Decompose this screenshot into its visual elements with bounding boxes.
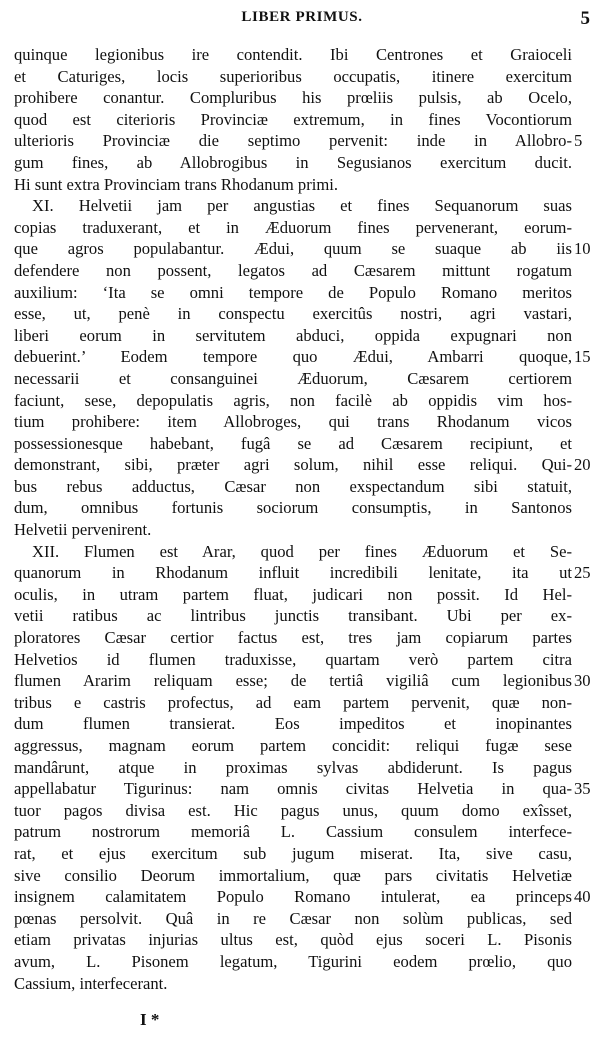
line-text: flumen Ararim reliquam esse; de tertiâ vigiliâ cum legionibus (14, 671, 572, 691)
text-line (14, 282, 572, 304)
text-line (14, 87, 572, 109)
text-line (14, 886, 591, 908)
line-text: defendere non possent, legatos ad Cæsarem mittunt rogatum (14, 260, 572, 280)
line-text: avum, L. Pisonem legatum, Tigurini eodem prœlio, quo (14, 951, 572, 971)
line-text: faciunt, sese, depopulatis agris, non facilè ab oppidis vim hos- (14, 390, 572, 410)
line-number: 5 (574, 131, 583, 151)
text-line (14, 865, 572, 887)
line-text: XII. Flumen est Arar, quod per fines Æduorum et Se- (32, 541, 572, 561)
line-text: que agros populabantur. Ædui, quum se suaque ab iis (14, 239, 572, 259)
line-text: oculis, in utram partem fluat, judicari non possit. Id Hel- (14, 584, 572, 604)
text-line (14, 973, 572, 995)
line-text: Helvetii pervenirent. (14, 520, 152, 540)
line-text: appellabatur Tigurinus: nam omnis civitas Helvetia in qua- (14, 779, 572, 799)
text-line (14, 562, 591, 584)
line-text: possessionesque habebant, fugâ se ad Cæsarem recipiunt, et (14, 433, 572, 453)
text-line (14, 454, 591, 476)
line-text: ploratores Cæsar certior factus est, tres jam copiarum partes (14, 628, 572, 648)
line-text: dum, omnibus fortunis sociorum consumptis, in Santonos (14, 498, 572, 518)
line-text: pœnas persolvit. Quâ in re Cæsar non solùm publicas, sed (14, 908, 572, 928)
line-text: quanorum in Rhodanum influit incredibili lenitate, ita ut (14, 563, 572, 583)
text-line (14, 757, 572, 779)
text-line (14, 843, 572, 865)
line-text: tuor pagos divisa est. Hic pagus unus, quum domo exîsset, (14, 800, 572, 820)
line-text: Helvetios id flumen traduxisse, quartam verò partem citra (14, 649, 572, 669)
text-line (14, 519, 572, 541)
text-line (14, 303, 572, 325)
text-line (14, 217, 572, 239)
text-line (14, 800, 572, 822)
line-text: XI. Helvetii jam per angustias et fines Sequanorum suas (32, 196, 572, 216)
text-line (14, 368, 572, 390)
text-line (14, 713, 572, 735)
line-text: quinque legionibus ire contendit. Ibi Centrones et Graioceli (14, 45, 572, 64)
text-line (14, 778, 591, 800)
text-line (14, 109, 572, 131)
text-line (14, 260, 572, 282)
text-line (14, 44, 572, 66)
text-line (14, 627, 572, 649)
page-number: 5 (580, 8, 590, 29)
line-text: tium prohibere: item Allobroges, qui trans Rhodanum vicos (14, 412, 572, 432)
text-line (14, 541, 572, 563)
line-text: quod est citerioris Provinciæ extremum, in fines Vocontiorum (14, 109, 572, 129)
line-text: vetii ratibus ac lintribus junctis transibant. Ubi per ex- (14, 606, 572, 626)
line-text: patrum nostrorum memoriâ L. Cassium consulem interfece- (14, 822, 572, 842)
line-text: esse, ut, penè in conspectu exercitûs nostri, agri vastari, (14, 304, 572, 324)
line-text: etiam privatas injurias ultus est, quòd ejus soceri L. Pisonis (14, 930, 572, 950)
running-title: LIBER PRIMUS. (241, 9, 363, 25)
text-line (14, 951, 572, 973)
line-number: 40 (574, 887, 591, 907)
text-line (14, 497, 572, 519)
running-head (0, 8, 604, 32)
line-text: rat, et ejus exercitum sub jugum miserat. Ita, sive casu, (14, 843, 572, 863)
line-text: debuerint.’ Eodem tempore quo Ædui, Ambarri quoque, (14, 347, 572, 367)
text-line (14, 390, 572, 412)
line-text: demonstrant, sibi, præter agri solum, nihil esse reliqui. Qui- (14, 455, 572, 475)
line-number: 25 (574, 563, 591, 583)
text-line (14, 66, 572, 88)
line-number: 35 (574, 779, 591, 799)
line-text: liberi eorum in servitutem abduci, oppida expugnari non (14, 325, 572, 345)
text-line (14, 821, 572, 843)
line-number: 15 (574, 347, 591, 367)
line-text: Cassium, interfecerant. (14, 973, 168, 993)
line-number: 10 (574, 239, 591, 259)
text-line (14, 152, 572, 174)
text-line (14, 174, 572, 196)
line-text: auxilium: ‘Ita se omni tempore de Populo Romano meritos (14, 282, 572, 302)
line-text: et Caturiges, locis superioribus occupatis, itinere exercitum (14, 66, 572, 86)
line-text: insignem calamitatem Populo Romano intulerat, ea princeps (14, 887, 572, 907)
text-line (14, 411, 572, 433)
text-line (14, 130, 583, 152)
text-line (14, 325, 572, 347)
line-text: prohibere conantur. Compluribus his prœliis pulsis, ab Ocelo, (14, 88, 572, 108)
line-text: bus rebus adductus, Cæsar non exspectandum sibi statuit, (14, 476, 572, 496)
text-line (14, 908, 572, 930)
text-block (14, 44, 591, 994)
text-line (14, 929, 572, 951)
text-line (14, 433, 572, 455)
line-text: sive consilio Deorum immortalium, quæ pars civitatis Helvetiæ (14, 865, 572, 885)
line-text: gum fines, ab Allobrogibus in Segusianos exercitum ducit. (14, 152, 572, 172)
text-line (14, 735, 572, 757)
line-text: ulterioris Provinciæ die septimo pervenit: inde in Allobro- (14, 131, 572, 151)
text-line (14, 238, 591, 260)
line-text: tribus e castris profectus, ad eam partem pervenit, quæ non- (14, 692, 572, 712)
line-text: Hi sunt extra Provinciam trans Rhodanum primi. (14, 174, 338, 194)
text-line (14, 346, 591, 368)
line-text: aggressus, magnam eorum partem concidit: reliqui fugæ sese (14, 736, 572, 755)
line-text: dum flumen transierat. Eos impeditos et inopinantes (14, 714, 572, 734)
line-text: necessarii et consanguinei Æduorum, Cæsarem certiorem (14, 368, 572, 388)
text-line (14, 670, 591, 692)
text-line (14, 195, 572, 217)
text-line (14, 605, 572, 627)
line-text: mandârunt, atque in proximas sylvas abdiderunt. Is pagus (14, 757, 572, 777)
signature-mark: I * (140, 1010, 160, 1029)
text-line (14, 584, 572, 606)
line-text: copias traduxerant, et in Æduorum fines pervenerant, eorum- (14, 217, 572, 237)
text-line (14, 476, 572, 498)
line-number: 20 (574, 455, 591, 475)
text-line (14, 692, 572, 714)
line-number: 30 (574, 671, 591, 691)
text-line (14, 649, 572, 671)
